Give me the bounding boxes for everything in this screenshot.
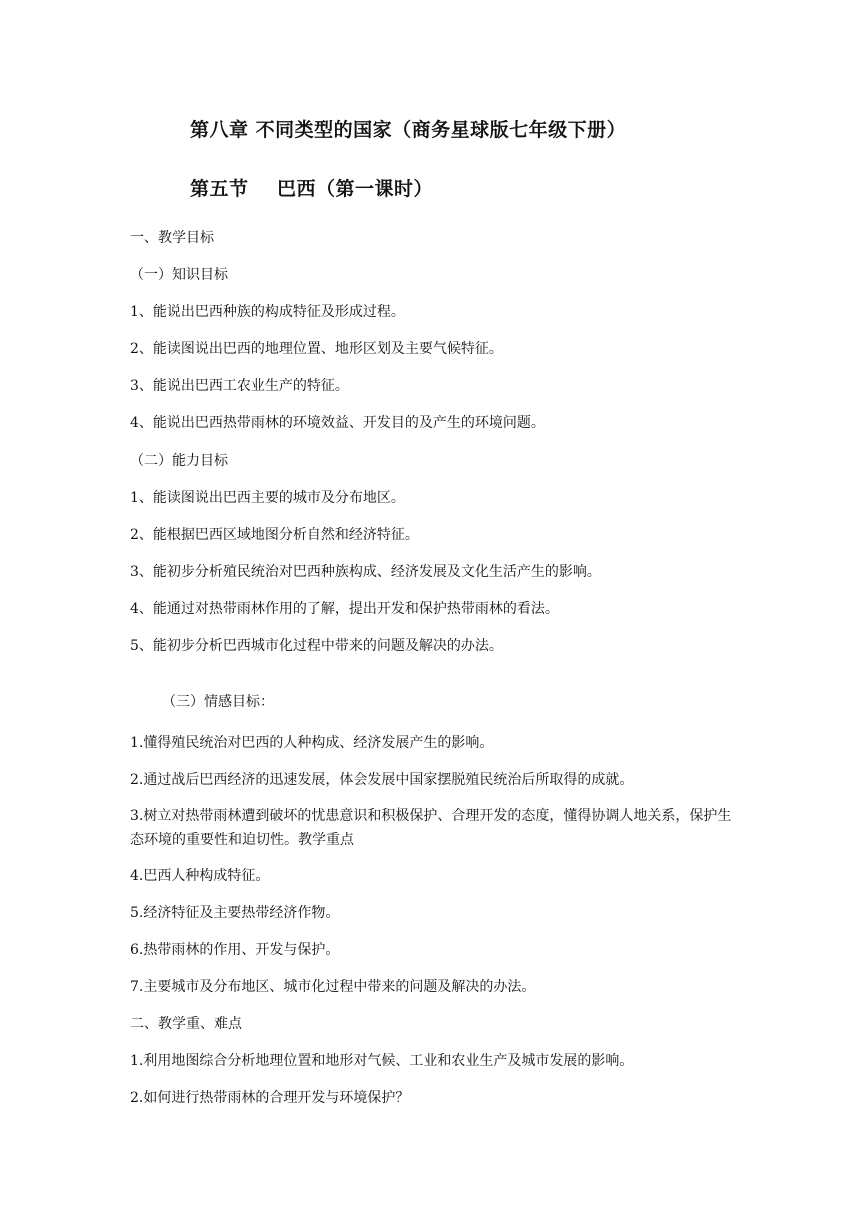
ability-item: 1、能读图说出巴西主要的城市及分布地区。 [130, 490, 405, 506]
emotion-item: 2.通过战后巴西经济的迅速发展，体会发展中国家摆脱殖民统治后所取得的成就。 [130, 772, 634, 788]
emotion-item: 6.热带雨林的作用、开发与保护。 [130, 942, 340, 958]
emotion-item: 1.懂得殖民统治对巴西的人种构成、经济发展产生的影响。 [130, 735, 494, 751]
emotion-item: 3.树立对热带雨林遭到破坏的忧患意识和积极保护、合理开发的态度，懂得协调人地关系，保护生态环境的重要性和迫切性。教学重点 [130, 808, 732, 848]
emotion-item: 4.巴西人种构成特征。 [130, 868, 270, 884]
knowledge-item: 2、能读图说出巴西的地理位置、地形区划及主要气候特征。 [130, 341, 503, 357]
heading-teaching-objectives: 一、教学目标 [130, 230, 214, 246]
ability-item: 5、能初步分析巴西城市化过程中带来的问题及解决的办法。 [130, 638, 503, 654]
ability-item: 3、能初步分析殖民统治对巴西种族构成、经济发展及文化生活产生的影响。 [130, 564, 601, 580]
heading-knowledge-objectives: （一）知识目标 [130, 267, 228, 283]
knowledge-item: 1、能说出巴西种族的构成特征及形成过程。 [130, 304, 405, 320]
key-point-item: 1.利用地图综合分析地理位置和地形对气候、工业和农业生产及城市发展的影响。 [130, 1053, 634, 1069]
emotion-item: 7.主要城市及分布地区、城市化过程中带来的问题及解决的办法。 [130, 979, 536, 995]
key-point-item: 2.如何进行热带雨林的合理开发与环境保护？ [130, 1090, 410, 1106]
knowledge-item: 4、能说出巴西热带雨林的环境效益、开发目的及产生的环境问题。 [130, 415, 545, 431]
heading-emotion-objectives: （三）情感目标： [162, 694, 274, 710]
ability-item: 2、能根据巴西区域地图分析自然和经济特征。 [130, 527, 419, 543]
section-title: 第五节 巴西（第一课时） [190, 178, 433, 200]
chapter-title: 第八章 不同类型的国家（商务星球版七年级下册） [190, 119, 627, 141]
heading-ability-objectives: （二）能力目标 [130, 453, 228, 469]
knowledge-item: 3、能说出巴西工农业生产的特征。 [130, 378, 349, 394]
ability-item: 4、能通过对热带雨林作用的了解，提出开发和保护热带雨林的看法。 [130, 601, 559, 617]
emotion-item: 5.经济特征及主要热带经济作物。 [130, 905, 340, 921]
heading-key-points: 二、教学重、难点 [130, 1016, 242, 1032]
